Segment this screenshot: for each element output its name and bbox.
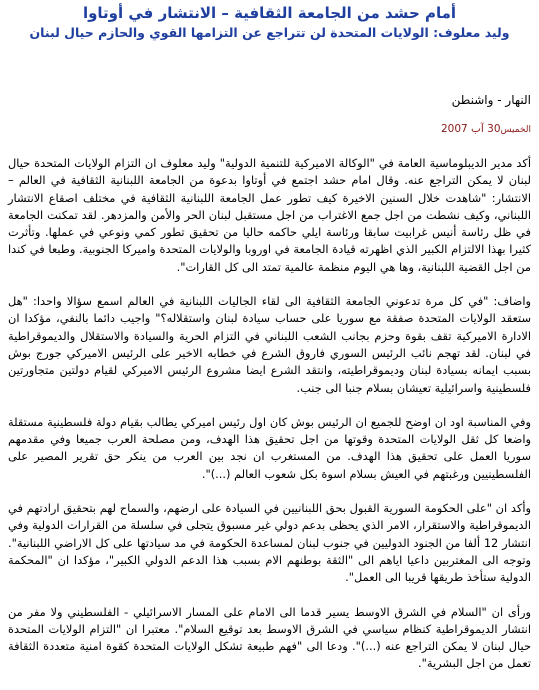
article-date-day: الخميس: [500, 125, 531, 135]
article-paragraph-3: وفي المناسبة اود ان اوضح للجميع ان الرئيس بوش كان اول رئيس اميركي يطالب بقيام دولة فلسطينية مستقلة واضعا كل ثقل الولايات المتحدة وقوتها من اجل تحقيق هذا الهدف، ومن مصلحة العرب جميعا وفي مقدمهم سوريا العمل على تحقيق هذا الهدف. من المستغرب ان نجد بين العرب من ينكر حق تقرير المصير على الفلسطينيين ورغبتهم في العيش بسلام اسوة بكل شعوب العالم (...)".: [8, 414, 531, 481]
article-date-text: 30 آب 2007: [440, 123, 501, 135]
article-title: أمام حشد من الجامعة الثقافية – الانتشار في أوتاوا: [82, 4, 457, 22]
article-subtitle: وليد معلوف: الولايات المتحدة لن تتراجع عن التزامها القوي والحازم حيال لبنان: [29, 25, 510, 40]
paragraph-gap: [8, 276, 531, 293]
article-paragraph-2: واضاف: "في كل مرة تدعوني الجامعة الثقافية الى لقاء الجاليات اللبنانية في العالم اسمع سؤالا واحدا: "هل ستعقد الولايات المتحدة صفقة مع سوريا على حساب سيادة لبنان واستقلاله؟" واجيب دائما بالنفي، مؤكدا ان الادارة الاميركية تقف بقوة وحزم بجانب الشعب اللبناني في التزام الحرية والسيادة والاستقلال والديموقراطية في لبنان. لقد تهجم نائب الرئيس السوري فاروق الشرع في خطابه الاخير على الرئيس الاميركي جورج بوش بسبب ايمانه بسيادة لبنان وديموقراطيته، وانتقد الشرع ايضا مشروع الرئيس الاميركي لقيام دولتين متجاورتين فلسطينية واسرائيلية تعيشان بسلام جنبا الى جنب.: [8, 294, 531, 395]
paragraph-gap: [8, 397, 531, 414]
article-date: [8, 122, 531, 138]
article-paragraph-4: وأكد ان "على الحكومة السورية القبول بحق اللبنانيين في السيادة على ارضهم، والسماح لهم بتحقيق ارادتهم في الديموقراطية والاستقرار، الامر الذي يحظى بدعم دولي غير مسبوق يتجلى في سلسلة من القرارات الدولية وفي انتشار 12 ألفا من الجنود الدوليين في جنوب لبنان لمساعدة الحكومة في مد سيادتها على كل الاراضي اللبنانية". وتوجه الى المغتربين داعيا اياهم الى "الثقة بوطنهم الام بسبب هذا الدعم الدولي الكبير"، مؤكدا ان "المحكمة الدولية ستأخذ طريقها قريبا الى العمل".: [8, 501, 531, 585]
article-source: النهار - واشنطن: [451, 93, 531, 107]
header-spacer: [8, 41, 531, 93]
article-paragraph-1: أكد مدير الديبلوماسية العامة في "الوكالة الاميركية للتنمية الدولية" وليد معلوف ان التزام الولايات المتحدة حيال لبنان لا يمكن التراجع عنه. وقال امام حشد اجتمع في أوتاوا بدعوة من الجامعة اللبنانية الثقافية في العالم – الانتشار: "شاهدت خلال السنين الاخيرة كيف تطور عمل الجامعة اللبنانية الثقافية في مختلف اصقاع الانتشار اللبناني، وكيف نشطت من اجل جمع الاغتراب من اجل مستقبل لبنان الحر والأمن والمزدهر. لقد تمكنت الجامعة في ظل رئاسة أنيس غرابيت سابقا ورئاسة ايلي حاكمه حاليا من تحقيق تطور كمي ونوعي في عملها. وتأثرت كثيرا بهذا الالتزام الكبير الذي اظهرته قيادة الجامعة في اوروبا والولايات المتحدة واميركا الجنوبية. وطبعا في كندا من اجل القضية اللبنانية، وها هي اليوم منظمة عالمية تمتد الى كل القارات".: [8, 156, 531, 274]
paragraph-gap: [8, 138, 531, 155]
paragraph-gap: [8, 587, 531, 604]
article-paragraph-5: ورأى ان "السلام في الشرق الاوسط يسير قدما الى الامام على المسار الاسرائيلي - الفلسطيني ولا مفر من انتشار الديموقراطية كنظام سياسي في الشرق الاوسط بعد توقيع السلام". معتبرا ان "التزام الولايات المتحدة حيال لبنان لا يمكن التراجع عنه (...)". ودعا الى "فهم طبيعة تشكل الولايات المتحدة كقوة امنية متعددة الثقافة تعمل من اجل البشرية".: [8, 604, 531, 671]
paragraph-gap: [8, 483, 531, 500]
